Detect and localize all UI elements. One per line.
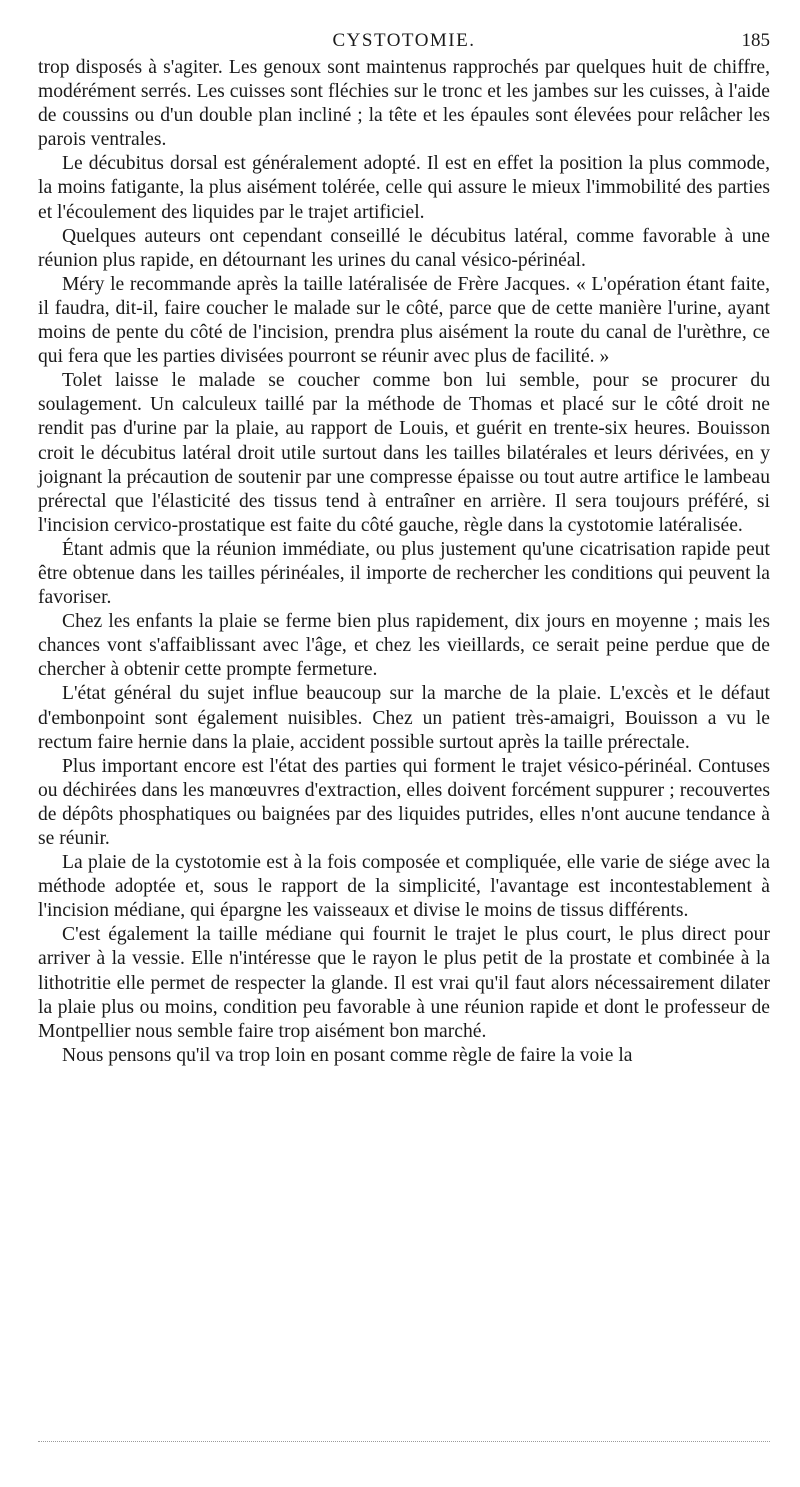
paragraph-mery: Méry le recommande après la taille latéralisée de Frère Jacques. « L'opération étant faite, il faudra, dit-il, faire coucher le malade sur le côté, parce que de cette manière l'urine, ayant moins de pente du côté de l'incision, prendra plus aisément la route du canal de l'urèthre, ce qui fera que les parties divisées pourront se réunir avec plus de facilité. » xyxy=(38,273,770,368)
body-text xyxy=(38,56,770,1068)
running-title: CYSTOTOMIE. xyxy=(332,30,476,51)
paragraph-conclusion: Nous pensons qu'il va trop loin en posant comme règle de faire la voie la xyxy=(62,1044,633,1066)
footer-dotted-rule xyxy=(38,1441,770,1442)
paragraph-reunion-immediate: Étant admis que la réunion immédiate, ou plus justement qu'une cicatrisation rapide peut être obtenue dans les tailles périnéales, il importe de rechercher les conditions qui peuvent la favoriser. xyxy=(38,538,770,609)
page-number: 185 xyxy=(741,30,770,51)
paragraph-taille-mediane: C'est également la taille médiane qui fournit le trajet le plus court, le plus direct pour arriver à la vessie. Elle n'intéresse que le rayon le plus petit de la prostate et combinée à la lithotritie elle permet de respecter la glande. Il est vrai qu'il faut alors nécessairement dilater la plaie plus ou moins, condition peu favorable à une réunion rapide et dont le professeur de Montpellier nous semble faire trop aisément bon marché. xyxy=(38,924,770,1042)
paragraph-enfants: Chez les enfants la plaie se ferme bien plus rapidement, dix jours en moyenne ; mais les chances vont s'affaiblissant avec l'âge, et chez les vieillards, ce serait peine perdue que de chercher à obtenir cette prompte fermeture. xyxy=(38,611,770,681)
paragraph-etat-parties: Plus important encore est l'état des parties qui forment le trajet vésico-périnéal. Contuses ou déchirées dans les manœuvres d'extraction, elles doivent forcément suppurer ; recouvertes de dépôts phosphatiques ou baignées par des liquides putrides, elles n'ont aucune tendance à se réunir. xyxy=(38,755,770,849)
running-head xyxy=(38,30,770,56)
paragraph-decubitus-dorsal: Le décubitus dorsal est généralement adopté. Il est en effet la position la plus commode, la moins fatigante, la plus aisément tolérée, celle qui assure le mieux l'immobilité des parties et l'écoulement des liquides par le trajet artificiel. xyxy=(38,153,770,223)
paragraph-plaie-cystotomie: La plaie de la cystotomie est à la fois composée et compliquée, elle varie de siége avec la méthode adoptée et, sous le rapport de la simplicité, l'avantage est incontestablement à l'incision médiane, qui épargne les vaisseaux et divise le moins de tissus différents. xyxy=(38,852,770,922)
paragraph-etat-general: L'état général du sujet influe beaucoup sur la marche de la plaie. L'excès et le défaut d'embonpoint sont également nuisibles. Chez un patient très-amaigri, Bouisson a vu le rectum faire hernie dans la plaie, accident possible surtout après la taille prérectale. xyxy=(38,683,770,753)
book-page xyxy=(38,30,770,1068)
paragraph-tolet: Tolet laisse le malade se coucher comme bon lui semble, pour se procurer du soulagement. Un calculeux taillé par la méthode de Thomas et placé sur le côté droit ne rendit pas d'urine par la plaie, au rapport de Louis, et guérit en trente-six heures. Bouisson croit le décubitus latéral droit utile surtout dans les tailles bilatérales et leurs dérivées, en y joignant la précaution de soutenir par une compresse épaisse ou tout autre artifice le lambeau prérectal que l'élasticité des tissus tend à entraîner en arrière. Il sera toujours préféré, si l'incision cervico-prostatique est faite du côté gauche, règle dans la cystotomie latéralisée. xyxy=(38,370,770,536)
paragraph-decubitus-lateral: Quelques auteurs ont cependant conseillé le décubitus latéral, comme favorable à une réunion plus rapide, en détournant les urines du canal vésico-périnéal. xyxy=(38,225,770,271)
paragraph-continuation: trop disposés à s'agiter. Les genoux sont maintenus rapprochés par quelques huit de chiffre, modérément serrés. Les cuisses sont fléchies sur le tronc et les jambes sur les cuisses, à l'aide de coussins ou d'un double plan incliné ; la tête et les épaules sont élevées pour relâcher les parois ventrales. xyxy=(38,57,770,151)
